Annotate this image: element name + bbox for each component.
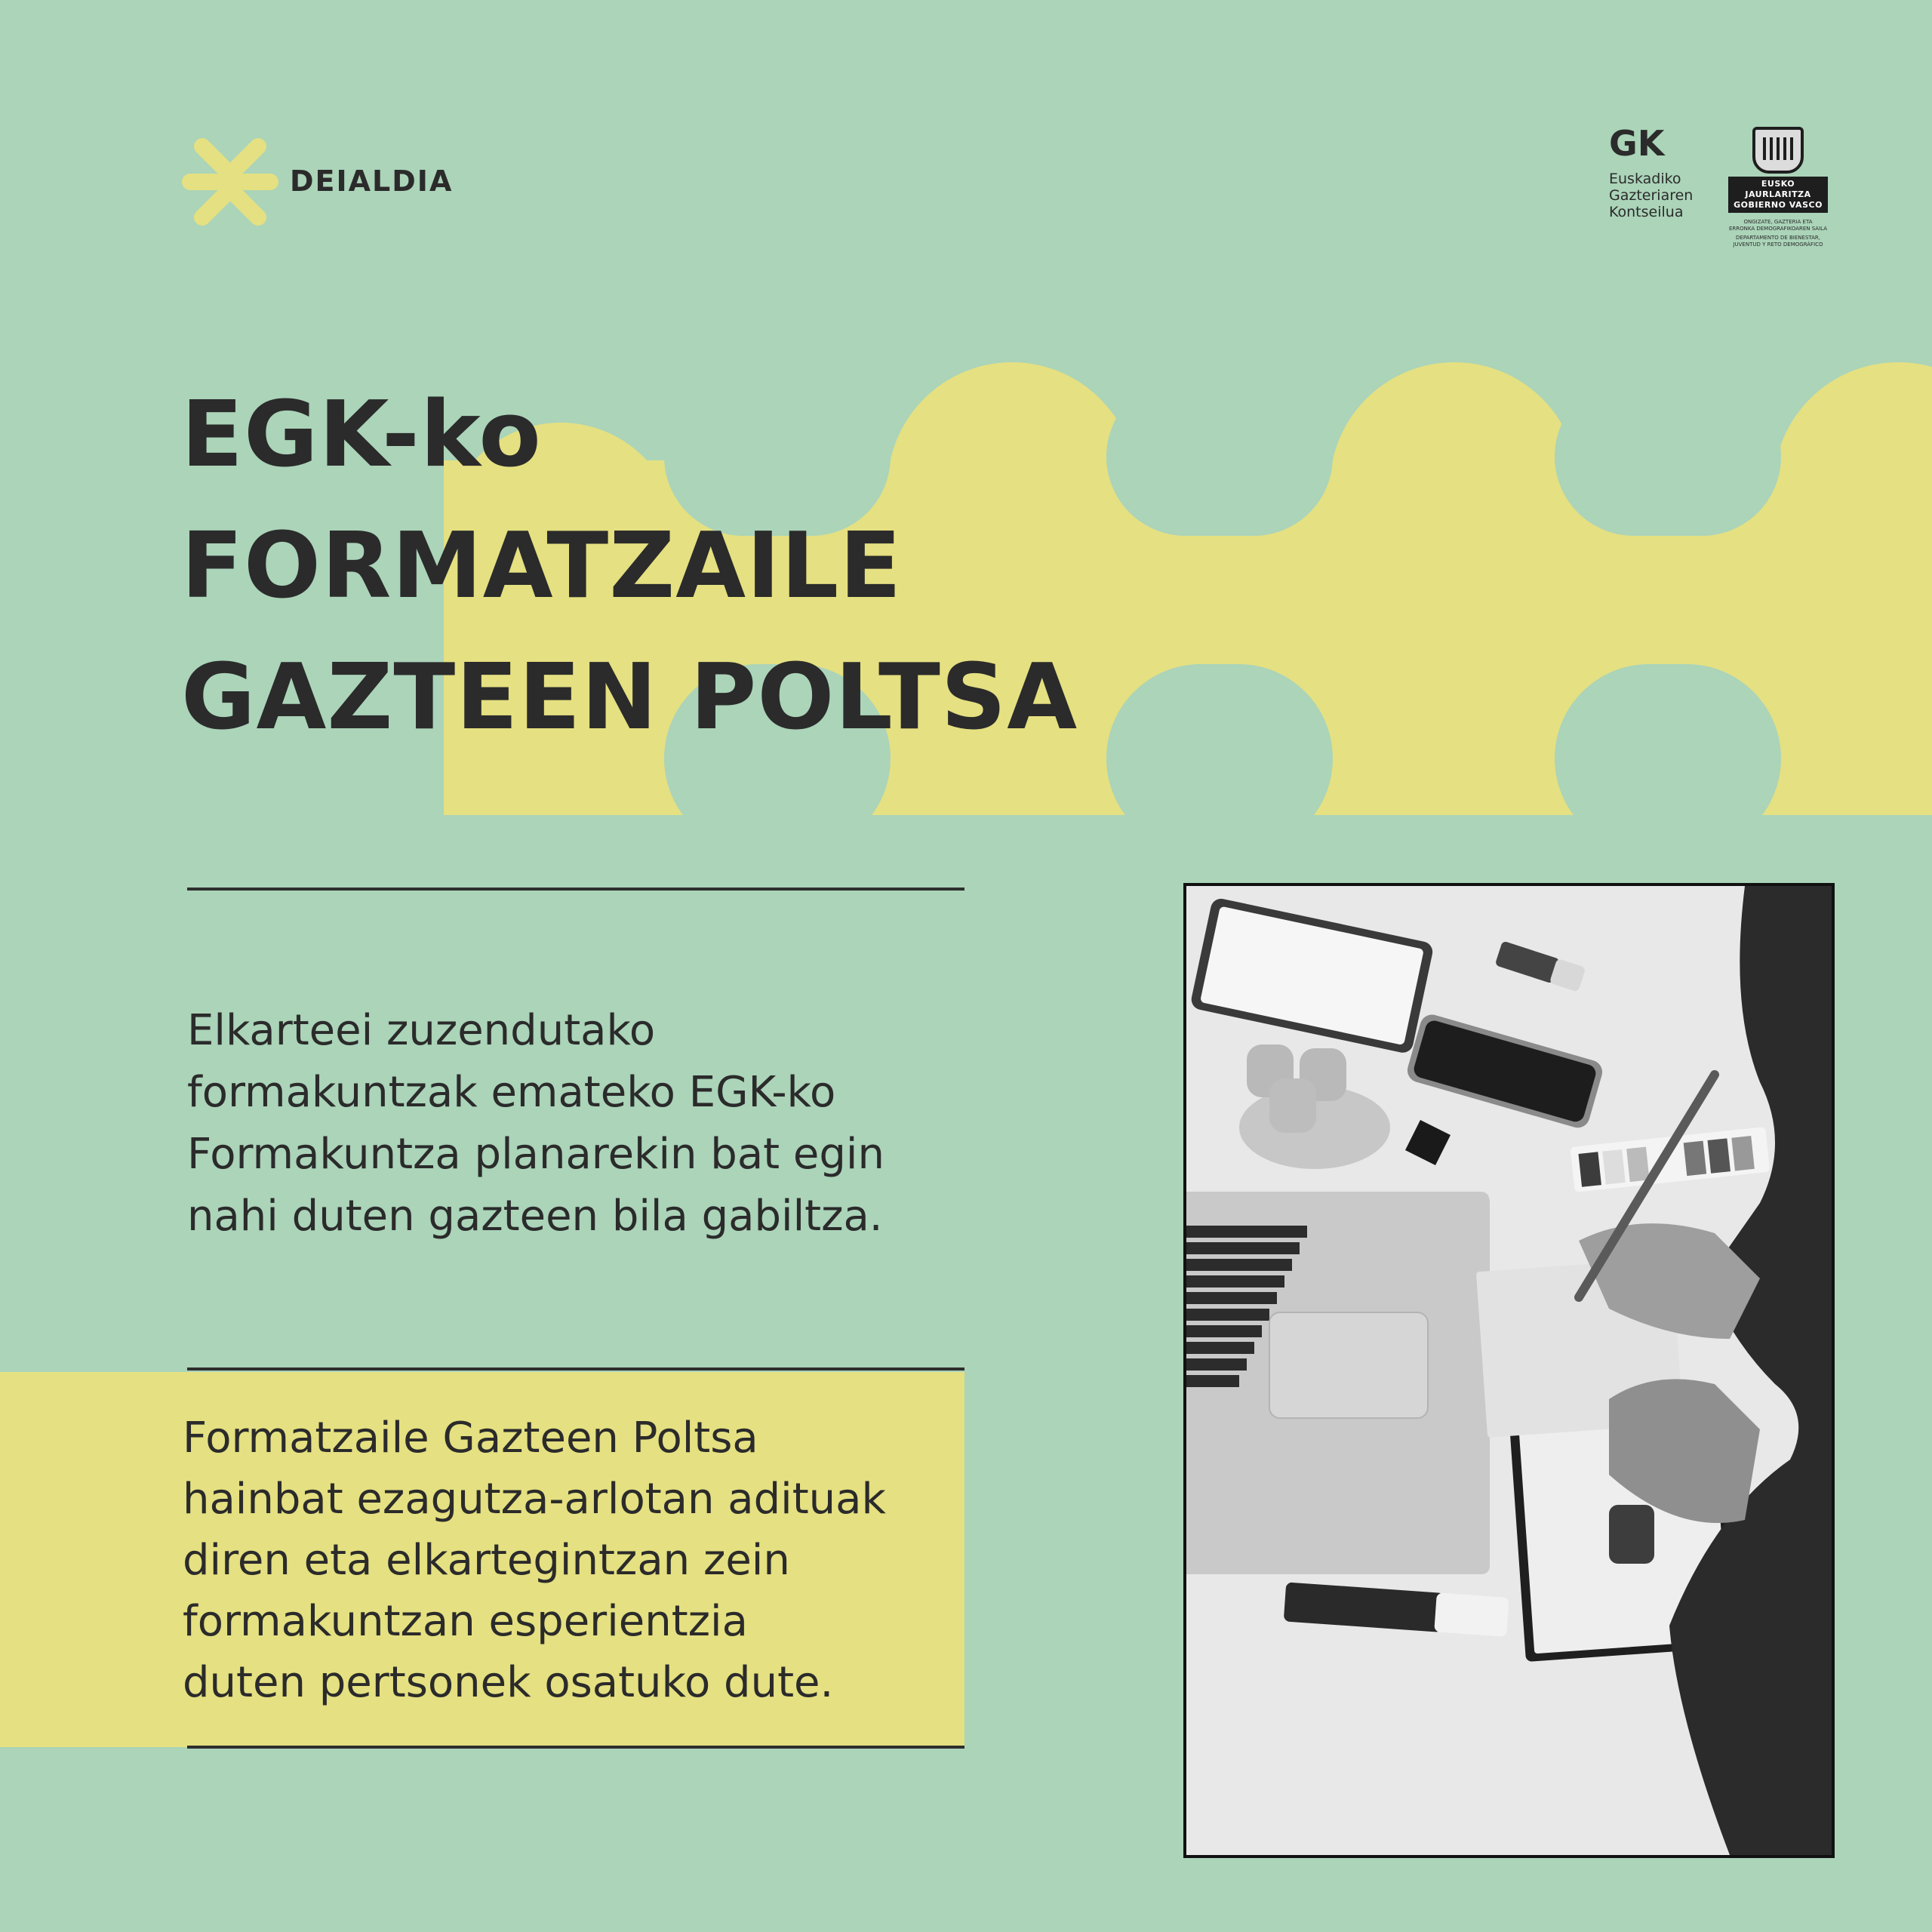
title-line: EGK-ko (181, 383, 542, 488)
department-name: ONGIZATE, GAZTERIA ETA ERRONKA DEMOGRAFIKOAREN SAILA DEPARTAMENTO DE BIENESTAR, JUVENTUD Y RETO DEMOGRÁFICO (1728, 219, 1828, 248)
egk-name: Euskadiko Gazteriaren Kontseilua (1609, 171, 1694, 220)
divider (187, 1367, 964, 1371)
desk-photo (1183, 883, 1835, 1858)
divider (187, 888, 964, 891)
deialdia-x-logo-icon (181, 133, 279, 231)
gobierno-vasco-logo (1728, 127, 1828, 248)
coat-of-arms-icon (1752, 127, 1804, 174)
egk-mark: GK (1609, 123, 1665, 164)
divider (187, 1746, 964, 1749)
title-line: FORMATZAILE (181, 514, 903, 619)
title-line: GAZTEEN POLTSA (181, 645, 1078, 750)
egk-logo (1609, 123, 1694, 220)
intro-paragraph: Elkarteei zuzendutako formakuntzak emateko EGK-ko Formakuntza planarekin bat egin nahi duten gazteen bila gabiltza. (187, 1006, 884, 1241)
page-title (181, 370, 1078, 764)
gobierno-vasco-title: EUSKO JAURLARITZA GOBIERNO VASCO (1728, 177, 1828, 213)
deialdia-badge-label: DEIALDIA (290, 165, 454, 198)
highlight-paragraph: Formatzaile Gazteen Poltsa hainbat ezagutza-arlotan adituak diren eta elkartegintzan zein formakuntzan esperientzia duten pertsonek osatuko dute. (183, 1414, 886, 1707)
